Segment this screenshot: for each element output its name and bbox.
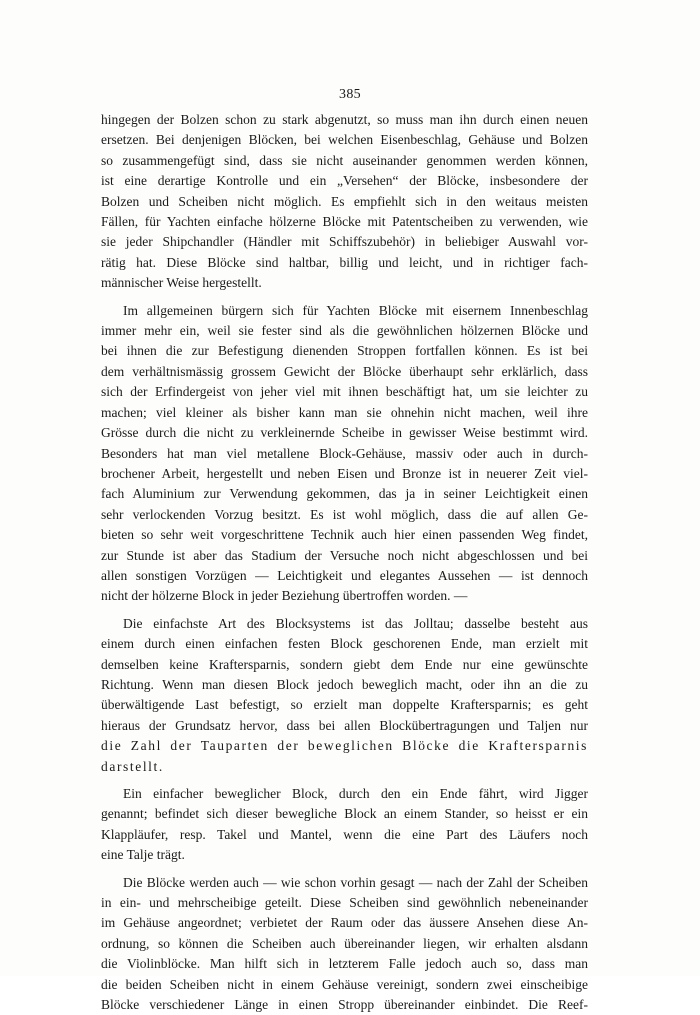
- paragraph-gap: [101, 607, 588, 614]
- text-line: bieten so sehr weit vorgeschrittene Technik auch hier einen passenden Weg findet,: [101, 527, 588, 543]
- text-line: bei ihnen die zur Befestigung dienenden Stroppen fortfallen können. Es ist bei: [101, 343, 588, 359]
- paragraph: [101, 301, 588, 607]
- text-line: Klappläufer, resp. Takel und Mantel, wenn die eine Part des Läufers noch: [101, 826, 588, 842]
- text-line: allen sonstigen Vorzügen — Leichtigkeit und elegantes Aussehen — ist dennoch: [101, 567, 588, 583]
- text-line: immer mehr ein, weil sie fester sind als die gewöhnlichen hölzernen Blöcke und: [101, 323, 588, 339]
- text-line: fach Aluminium zur Verwendung gekommen, das ja in seiner Leichtigkeit einen: [101, 486, 588, 502]
- text-line: die Violinblöcke. Man hilft sich in letzterem Falle jedoch auch so, dass man: [101, 956, 588, 972]
- text-line: ersetzen. Bei denjenigen Blöcken, bei welchen Eisenbeschlag, Gehäuse und Bolzen: [101, 132, 588, 148]
- text-line: dem verhältnismässig grossem Gewicht der Blöcke überhaupt sehr erklärlich, dass: [101, 363, 588, 379]
- text-line: in ein- und mehrscheibige geteilt. Diese Scheiben sind gewöhnlich nebeneinander: [101, 895, 588, 911]
- text-line: ordnung, so können die Scheiben auch übereinander liegen, wir erhalten alsdann: [101, 935, 588, 951]
- page-number: 385: [339, 87, 361, 102]
- text-line: nicht der hölzerne Block in jeder Beziehung übertroffen worden. —: [101, 588, 468, 604]
- paragraph: [101, 110, 588, 294]
- paragraph: [101, 873, 588, 1015]
- text-line: hieraus der Grundsatz hervor, dass bei allen Blockübertragungen und Taljen nur: [101, 717, 588, 733]
- text-line: sie jeder Shipchandler (Händler mit Schiffszubehör) in beliebiger Auswahl vor-: [101, 234, 588, 250]
- text-line: Grösse durch die nicht zu verkleinernde Scheibe in gewisser Weise bestimmt wird.: [101, 425, 588, 441]
- text-line: Die Blöcke werden auch — wie schon vorhin gesagt — nach der Zahl der Scheiben: [123, 874, 588, 890]
- text-line: Fällen, für Yachten einfache hölzerne Blöcke mit Patentscheiben zu verwenden, wie: [101, 214, 588, 230]
- text-line: Ein einfacher beweglicher Block, durch den ein Ende fährt, wird Jigger: [123, 786, 588, 801]
- text-line: Die einfachste Art des Blocksystems ist das Jolltau; dasselbe besteht aus: [123, 615, 588, 631]
- text-line: so zusammengefügt sind, dass sie nicht auseinander genommen werden können,: [101, 152, 588, 168]
- text-line: hingegen der Bolzen schon zu stark abgenutzt, so muss man ihn durch einen neuen: [101, 112, 588, 127]
- paragraph: [101, 614, 588, 777]
- text-line: eine Talje trägt.: [101, 847, 185, 863]
- text-line: Bolzen und Scheiben nicht möglich. Es empfiehlt sich in den weitaus meisten: [101, 193, 588, 209]
- text-line: die beiden Scheiben nicht in einem Gehäuse vereinigt, sondern zwei einscheibige: [101, 976, 588, 992]
- text-line: einem durch einen einfachen festen Block geschorenen Ende, man erzielt mit: [101, 636, 588, 652]
- text-line: rätig hat. Diese Blöcke sind haltbar, billig und leicht, und in richtiger fach-: [101, 254, 588, 270]
- text-line: zur Stunde ist aber das Stadium der Versuche noch nicht abgeschlossen und bei: [101, 547, 588, 563]
- body-text: [101, 110, 588, 1015]
- text-line: die Zahl der Tauparten der beweglichen Blöcke die Kraftersparnis: [101, 738, 588, 754]
- text-line: sehr verlockenden Vorzug besitzt. Es ist wohl möglich, dass die auf allen Ge-: [101, 506, 588, 522]
- text-line: demselben keine Kraftersparnis, sondern giebt dem Ende nur eine gewünschte: [101, 656, 588, 672]
- text-line: genannt; befindet sich dieser bewegliche Block an einem Stander, so heisst er ein: [101, 806, 588, 822]
- paragraph: [101, 784, 588, 866]
- text-line: brochener Arbeit, hergestellt und neben Eisen und Bronze ist in neuerer Zeit viel-: [101, 465, 588, 481]
- text-line: Blöcke verschiedener Länge in einen Stropp übereinander einbindet. Die Reef-: [101, 997, 588, 1013]
- text-line: sich der Erfindergeist von jeher viel mit ihnen beschäftigt hat, um sie leichter zu: [101, 384, 588, 400]
- paragraph-gap: [101, 294, 588, 301]
- text-line: Besonders hat man viel metallene Block-Gehäuse, massiv oder auch in durch-: [101, 445, 588, 461]
- paragraph-gap: [101, 777, 588, 784]
- text-line: im Gehäuse angeordnet; verbietet der Raum oder das äussere Ansehen diese An-: [101, 915, 588, 931]
- text-line: machen; viel kleiner als bisher kann man sie ohnehin nicht machen, weil ihre: [101, 404, 588, 420]
- text-line: Im allgemeinen bürgern sich für Yachten Blöcke mit eisernem Innenbeschlag: [123, 302, 588, 318]
- text-line: überwältigende Last befestigt, so erzielt man doppelte Kraftersparnis; es geht: [101, 697, 588, 713]
- text-line: ist eine derartige Kontrolle und ein „Versehen“ der Blöcke, insbesondere der: [101, 173, 588, 189]
- text-line: darstellt.: [101, 758, 164, 774]
- paragraph-gap: [101, 866, 588, 873]
- text-line: männischer Weise hergestellt.: [101, 275, 262, 291]
- text-line: Richtung. Wenn man diesen Block jedoch beweglich macht, oder ihn an die zu: [101, 676, 588, 692]
